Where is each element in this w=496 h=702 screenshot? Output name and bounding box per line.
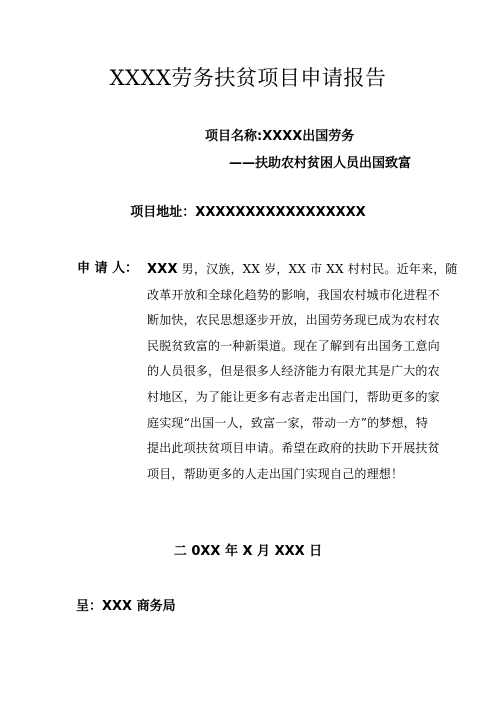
paragraph-line: 改革开放和全球化趋势的影响，我国农村城市化进程不 xyxy=(147,287,440,302)
applicant-name: XXX xyxy=(147,262,178,277)
paragraph-line: 民脱贫致富的一种新渠道。现在了解到有出国务工意向 xyxy=(147,338,440,353)
paragraph-line: 提出此项扶贫项目申请。希望在政府的扶助下开展扶贫 xyxy=(147,441,440,456)
paragraph-line: 的人员很多，但是很多人经济能力有限尤其是广大的农 xyxy=(147,364,440,379)
applicant-label: 申 请 人： xyxy=(77,261,139,276)
report-title: XXXX劳务扶贫项目申请报告 xyxy=(109,66,387,90)
project-subtitle: ——扶助农村贫困人员出国致富 xyxy=(229,156,412,171)
applicant-paragraph xyxy=(147,260,458,490)
report-date: 二 0XX 年 X 月 XXX 日 xyxy=(173,544,323,559)
paragraph-line: 村地区，为了能让更多有志者走出国门，帮助更多的家 xyxy=(147,389,440,404)
project-name: 项目名称:XXXX出国劳务 xyxy=(205,129,355,144)
paragraph-line: 项目，帮助更多的人走出国门实现自己的理想！ xyxy=(147,466,404,481)
paragraph-line xyxy=(147,260,458,286)
paragraph-line: 庭实现“出国一人，致富一家，带动一方”的梦想，特 xyxy=(147,415,429,430)
project-address: 项目地址：XXXXXXXXXXXXXXXXX xyxy=(130,205,366,220)
paragraph-line: 断加快，农民思想逐步开放，出国劳务现已成为农村农 xyxy=(147,313,440,328)
recipient: 呈：XXX 商务局 xyxy=(76,599,176,614)
paragraph-line-text: 男，汉族，XX 岁，XX 市 XX 村村民。近年来，随 xyxy=(177,262,458,276)
